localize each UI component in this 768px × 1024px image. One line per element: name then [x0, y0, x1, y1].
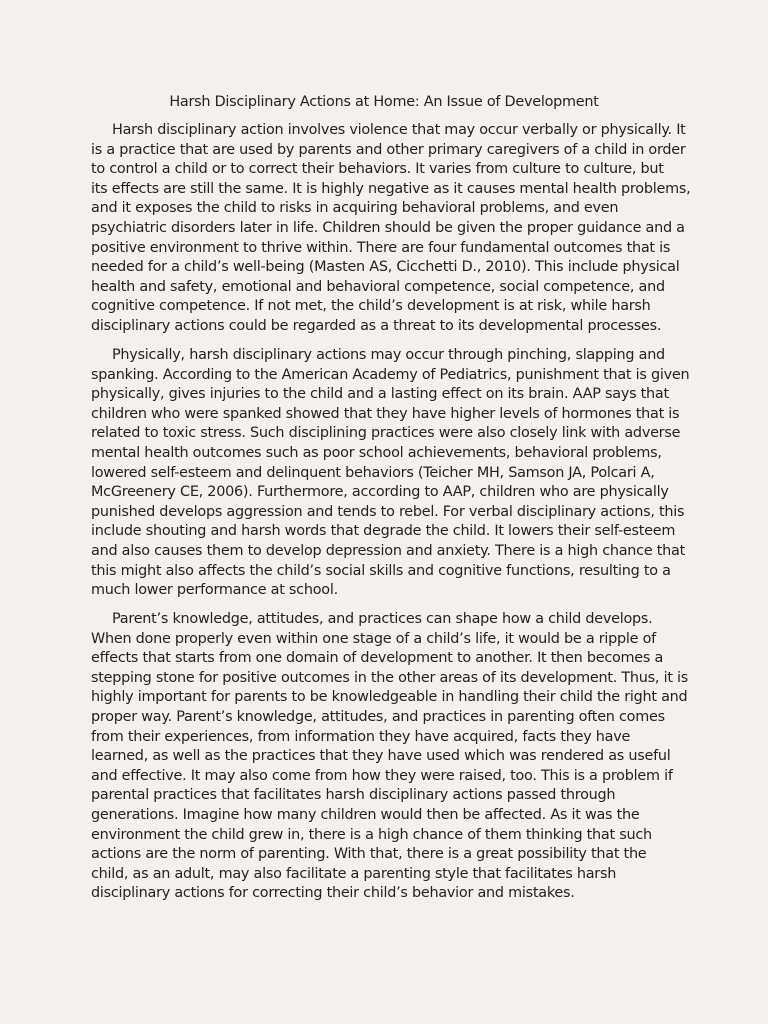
document-title: Harsh Disciplinary Actions at Home: An Issue of Development [169, 94, 599, 110]
paragraph-line: related to toxic stress. Such disciplining practices were also closely link with adverse [91, 425, 681, 442]
paragraph-line: stepping stone for positive outcomes in the other areas of its development. Thus, it is [91, 669, 689, 686]
paragraph-line: generations. Imagine how many children would then be affected. As it was the [91, 806, 640, 823]
paragraph-line: mental health outcomes such as poor school achievements, behavioral problems, [91, 444, 662, 461]
paragraph-line: spanking. According to the American Academy of Pediatrics, punishment that is given [91, 366, 690, 383]
paragraph-line: much lower performance at school. [91, 582, 338, 599]
paragraph-line: to control a child or to correct their behaviors. It varies from culture to culture, but [91, 161, 664, 178]
paragraph-line: When done properly even within one stage of a child’s life, it would be a ripple of [91, 630, 656, 647]
paragraph-line: children who were spanked showed that they have higher levels of hormones that is [91, 405, 680, 422]
paragraph-line: its effects are still the same. It is highly negative as it causes mental health problems, [91, 180, 691, 197]
paragraph-line: is a practice that are used by parents and other primary caregivers of a child in order [91, 141, 686, 158]
paragraph-line: physically, gives injuries to the child and a lasting effect on its brain. AAP says that [91, 386, 669, 403]
paragraph-line: parental practices that facilitates harsh disciplinary actions passed through [91, 787, 616, 804]
paragraph-line: from their experiences, from information they have acquired, facts they have [91, 728, 631, 745]
paragraph-line: and effective. It may also come from how they were raised, too. This is a problem if [91, 767, 673, 784]
paragraph-line: effects that starts from one domain of development to another. It then becomes a [91, 650, 664, 667]
paragraph-3 [91, 610, 688, 904]
paragraph-line: psychiatric disorders later in life. Children should be given the proper guidance and a [91, 219, 685, 236]
paragraph-line: highly important for parents to be knowledgeable in handling their child the right and [91, 689, 688, 706]
paragraph-line: disciplinary actions for correcting their child’s behavior and mistakes. [91, 885, 575, 902]
paragraph-line: child, as an adult, may also facilitate a parenting style that facilitates harsh [91, 865, 617, 882]
paragraph-line: lowered self-esteem and delinquent behaviors (Teicher MH, Samson JA, Polcari A, [91, 464, 655, 481]
paragraph-line: proper way. Parent’s knowledge, attitudes, and practices in parenting often comes [91, 708, 665, 725]
paragraph-line: and also causes them to develop depression and anxiety. There is a high chance that [91, 542, 685, 559]
paragraph-line: McGreenery CE, 2006). Furthermore, according to AAP, children who are physically [91, 484, 669, 501]
paragraph-line: actions are the norm of parenting. With that, there is a great possibility that the [91, 846, 647, 863]
paragraph-2 [91, 346, 689, 601]
paragraph-1 [91, 121, 690, 337]
paragraph-line: Physically, harsh disciplinary actions may occur through pinching, slapping and [112, 347, 665, 363]
paragraph-line: include shouting and harsh words that degrade the child. It lowers their self-esteem [91, 523, 676, 540]
paragraph-line: disciplinary actions could be regarded as a threat to its developmental processes. [91, 317, 662, 334]
paragraph-line: learned, as well as the practices that they have used which was rendered as useful [91, 748, 671, 765]
paragraph-line: Harsh disciplinary action involves violence that may occur verbally or physically. It [112, 122, 686, 138]
paragraph-line: Parent’s knowledge, attitudes, and practices can shape how a child develops. [112, 611, 653, 627]
paragraph-line: punished develops aggression and tends to rebel. For verbal disciplinary actions, this [91, 503, 685, 520]
paragraph-line: and it exposes the child to risks in acquiring behavioral problems, and even [91, 200, 619, 217]
paragraph-line: health and safety, emotional and behavioral competence, social competence, and [91, 278, 665, 295]
paragraph-line: environment the child grew in, there is a high chance of them thinking that such [91, 826, 652, 843]
paragraph-line: needed for a child’s well-being (Masten AS, Cicchetti D., 2010). This include physical [91, 259, 680, 276]
paragraph-line: cognitive competence. If not met, the child’s development is at risk, while harsh [91, 298, 651, 315]
paragraph-line: this might also affects the child’s social skills and cognitive functions, resulting to a [91, 562, 671, 579]
paragraph-line: positive environment to thrive within. There are four fundamental outcomes that is [91, 239, 671, 256]
